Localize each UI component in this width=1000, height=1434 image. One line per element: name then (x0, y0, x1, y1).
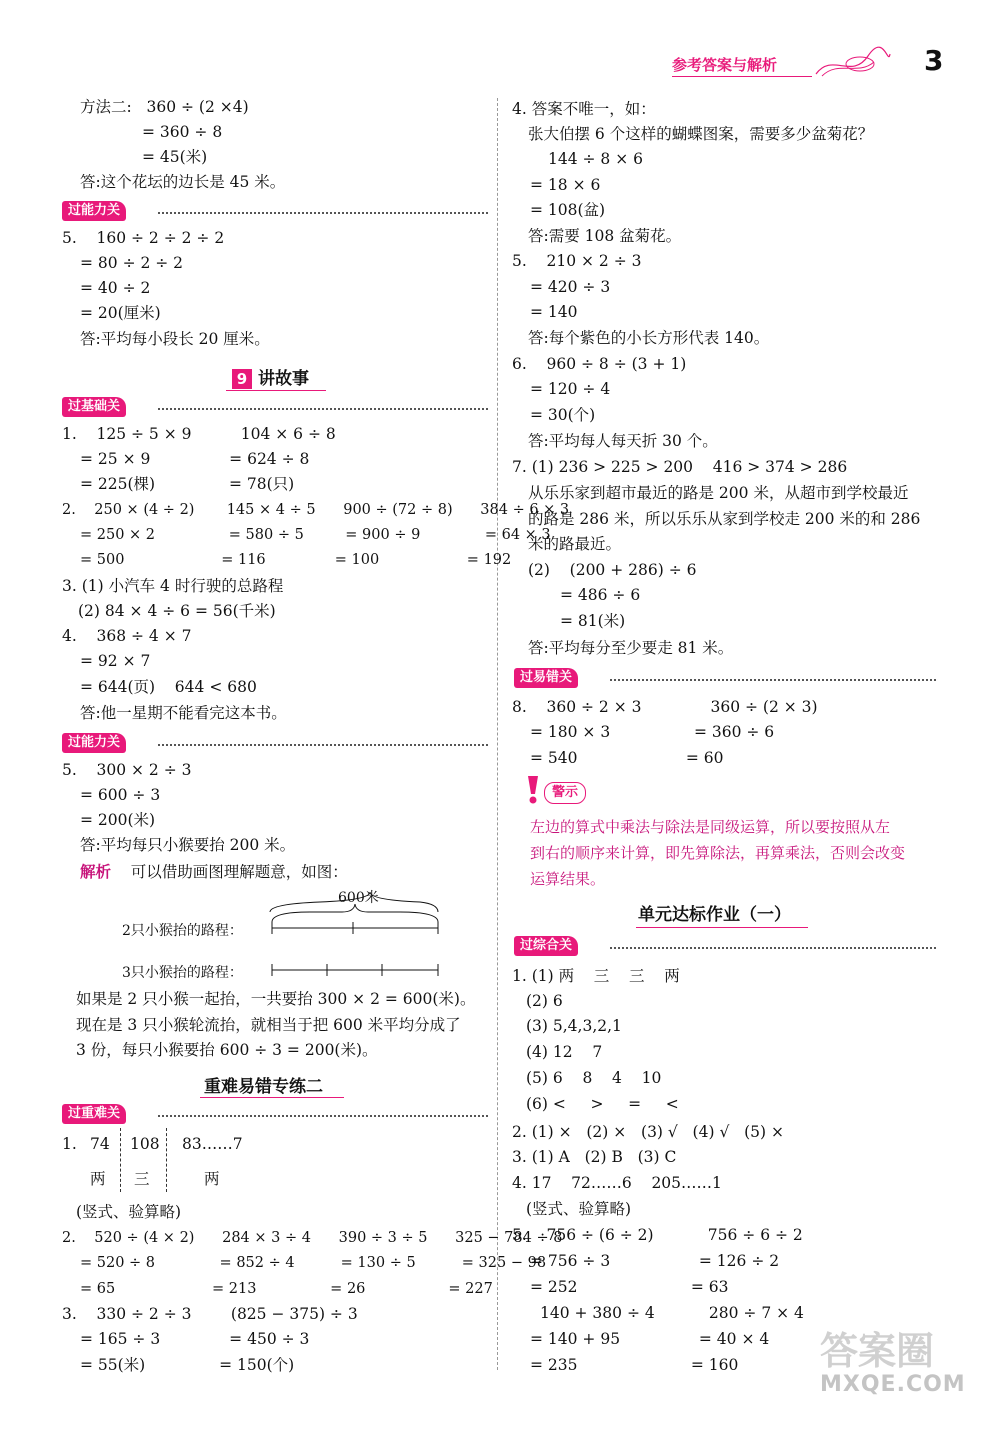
analysis-line (80, 861, 348, 883)
text-line: (竖式、验算略) (526, 1200, 632, 1218)
text-line: = 65 = 213 = 26 = 227 (80, 1281, 493, 1297)
header-underline (672, 76, 812, 77)
section-underline (636, 927, 808, 928)
text-line: = 644(页) 644 < 680 (80, 678, 257, 696)
text-line: 米的路最近。 (528, 535, 622, 553)
table-cell: 三 (134, 1170, 150, 1188)
text-line: (竖式、验算略) (76, 1203, 182, 1221)
text-line: 3 份，每只小猴要抬 600 ÷ 3 = 200(米)。 (76, 1041, 378, 1059)
text-line: = 520 ÷ 8 = 852 ÷ 4 = 130 ÷ 5 = 325 − 98 (80, 1255, 547, 1271)
text-line: = 80 ÷ 2 ÷ 2 (80, 254, 184, 272)
text-line: 方法二: 360 ÷ (2 ×4) (80, 98, 249, 116)
text-line: = 30(个) (530, 406, 596, 424)
badge-dots (610, 947, 936, 949)
text-line: 3. 330 ÷ 2 ÷ 3 (825 − 375) ÷ 3 (62, 1305, 358, 1323)
text-line: = 235 = 160 (530, 1356, 739, 1374)
badge-label: 过重难关 (62, 1104, 126, 1124)
analysis-text: 可以借助画图理解题意，如图： (130, 863, 348, 881)
text-line: = 140 + 95 = 40 × 4 (530, 1330, 770, 1348)
text-line: 3. (1) 小汽车 4 时行驶的总路程 (62, 577, 284, 595)
section-badge-comprehensive (514, 936, 938, 958)
badge-label: 过能力关 (62, 733, 126, 753)
section-title-9 (232, 364, 309, 389)
decorative-swirl-icon (812, 46, 892, 80)
text-line: = 600 ÷ 3 (80, 786, 161, 804)
badge-label: 过易错关 (514, 668, 578, 688)
text-line: = 81(米) (560, 612, 626, 630)
text-line: = 45(米) (142, 148, 208, 166)
page-number: 3 (924, 44, 944, 77)
answer-line: 答:平均每小段长 20 厘米。 (80, 330, 270, 348)
section-title-unit-test: 单元达标作业（一） (638, 905, 791, 925)
badge-label: 过能力关 (62, 201, 126, 221)
table-cell: 108 (130, 1135, 160, 1153)
badge-label: 过基础关 (62, 397, 126, 417)
text-line: 7. (1) 236 > 225 > 200 416 > 374 > 286 (512, 458, 848, 476)
text-line: 2. 250 × (4 ÷ 2) 145 × 4 ÷ 5 900 ÷ (72 ÷ 8) 384 ÷ 6 × 3 (62, 502, 570, 518)
watermark-url: MXQE.COM (820, 1372, 966, 1397)
text-line: 3. (1) A (2) B (3) C (512, 1148, 677, 1166)
text-line: = 180 × 3 = 360 ÷ 6 (530, 723, 775, 741)
header-title: 参考答案与解析 (672, 56, 778, 74)
text-line: = 360 ÷ 8 (142, 123, 223, 141)
text-line: = 25 × 9 = 624 ÷ 8 (80, 450, 310, 468)
text-line: 5. 300 × 2 ÷ 3 (62, 761, 192, 779)
text-line: = 40 ÷ 2 (80, 279, 151, 297)
section-badge-ability-2 (62, 733, 490, 755)
text-line: 如果是 2 只小猴一起抬，一共要抬 300 × 2 = 600(米)。 (76, 990, 476, 1008)
table-cell: 两 (204, 1170, 220, 1188)
text-line: = 165 ÷ 3 = 450 ÷ 3 (80, 1330, 310, 1348)
text-line: 张大伯摆 6 个这样的蝴蝶图案，需要多少盆菊花？ (528, 125, 874, 143)
text-line: (6) < > = < (526, 1095, 679, 1113)
badge-label: 过综合关 (514, 936, 578, 956)
answer-line: 答:需要 108 盆菊花。 (528, 227, 682, 245)
text-line: = 55(米) = 150(个) (80, 1356, 295, 1374)
text-line: = 120 ÷ 4 (530, 380, 611, 398)
section-number: 9 (232, 369, 252, 389)
section-title-text: 讲故事 (258, 369, 309, 389)
analysis-label: 解析 (80, 863, 112, 881)
text-line: 5. 210 × 2 ÷ 3 (512, 252, 642, 270)
section-underline (226, 390, 326, 391)
section-badge-error-prone (514, 668, 938, 690)
text-line: = 756 ÷ 3 = 126 ÷ 2 (530, 1252, 780, 1270)
answer-line: 答:平均每只小猴要抬 200 米。 (80, 836, 296, 854)
watermark-logo: 答案圈 (820, 1329, 935, 1373)
text-line: (5) 6 8 4 10 (526, 1069, 662, 1087)
section-underline (200, 1097, 344, 1098)
text-line: 8. 360 ÷ 2 × 3 360 ÷ (2 × 3) (512, 698, 818, 716)
text-line: 1. (1) 两 三 三 两 (512, 967, 680, 985)
text-line: = 486 ÷ 6 (560, 586, 641, 604)
section-title-practice-2: 重难易错专练二 (204, 1077, 323, 1097)
text-line: (2) 6 (526, 992, 563, 1010)
badge-dots (610, 679, 936, 681)
text-line: = 18 × 6 (530, 176, 601, 194)
text-line: 现在是 3 只小猴轮流抬，就相当于把 600 米平均分成了 (76, 1016, 461, 1034)
text-line: = 140 (530, 303, 578, 321)
column-divider (497, 98, 498, 1370)
table-cell: 74 (90, 1135, 110, 1153)
text-line: 6. 960 ÷ 8 ÷ (3 + 1) (512, 355, 687, 373)
figure-three-label: 3只小猴抬的路程： (122, 965, 243, 981)
text-line: 4. 答案不唯一，如： (512, 100, 656, 118)
warning-text: 到右的顺序来计算，即先算除法，再算乘法，否则会改变 (530, 844, 906, 862)
page-header (0, 40, 1000, 90)
badge-dots (158, 744, 488, 746)
text-line: 4. 368 ÷ 4 × 7 (62, 627, 192, 645)
text-line: 4. 17 72……6 205……1 (512, 1174, 722, 1192)
figure-two-label: 2只小猴抬的路程： (122, 923, 243, 939)
text-line: = 252 = 63 (530, 1278, 729, 1296)
text-line: = 108(盆) (530, 201, 606, 219)
exclamation-icon (524, 774, 542, 806)
text-line: 144 ÷ 8 × 6 (548, 150, 643, 168)
answer-line: 答:每个紫色的小长方形代表 140。 (528, 329, 770, 347)
badge-dots (158, 1115, 488, 1117)
text-line: 从乐乐家到超市最近的路是 200 米，从超市到学校最近 (528, 484, 909, 502)
answer-line: 答:这个花坛的边长是 45 米。 (80, 173, 286, 191)
text-line: = 200(米) (80, 811, 156, 829)
table-cell: 83……7 (182, 1135, 243, 1153)
watermark (820, 1330, 966, 1398)
text-line: = 420 ÷ 3 (530, 278, 611, 296)
table-divider (120, 1128, 121, 1192)
text-line: 5. 756 ÷ (6 ÷ 2) 756 ÷ 6 ÷ 2 (512, 1226, 803, 1244)
question-number: 1. (62, 1135, 77, 1153)
text-line: 2. 520 ÷ (4 × 2) 284 × 3 ÷ 4 390 ÷ 3 ÷ 5 325 − 784 ÷ 8 (62, 1230, 563, 1246)
text-line: = 540 = 60 (530, 749, 724, 767)
section-badge-difficult (62, 1104, 490, 1126)
text-line: (4) 12 7 (526, 1043, 603, 1061)
text-line: = 250 × 2 = 580 ÷ 5 = 900 ÷ 9 = 64 × 3 (80, 527, 551, 543)
text-line: = 500 = 116 = 100 = 192 (80, 552, 512, 568)
text-line: = 225(棵) = 78(只) (80, 475, 295, 493)
section-badge-basic (62, 397, 490, 419)
table-cell: 两 (90, 1170, 106, 1188)
text-line: (2) 84 × 4 ÷ 6 = 56(千米) (78, 602, 276, 620)
text-line: (3) 5,4,3,2,1 (526, 1017, 622, 1035)
text-line: = 92 × 7 (80, 652, 151, 670)
text-line: 5. 160 ÷ 2 ÷ 2 ÷ 2 (62, 229, 225, 247)
table-divider (166, 1128, 167, 1192)
text-line: = 20(厘米) (80, 304, 161, 322)
warning-label: 警示 (544, 782, 586, 804)
text-line: 140 + 380 ÷ 4 280 ÷ 7 × 4 (540, 1304, 804, 1322)
text-line: 1. 125 ÷ 5 × 9 104 × 6 ÷ 8 (62, 425, 336, 443)
warning-text: 运算结果。 (530, 870, 606, 888)
answer-line: 答:平均每人每天折 30 个。 (528, 432, 718, 450)
badge-dots (158, 212, 488, 214)
text-line: 的路是 286 米，所以乐乐从家到学校走 200 米的和 286 (528, 510, 921, 528)
badge-dots (158, 408, 488, 410)
section-badge-ability (62, 201, 490, 223)
answer-line: 答:他一星期不能看完这本书。 (80, 704, 287, 722)
text-line: (2) (200 + 286) ÷ 6 (528, 561, 697, 579)
figure-total-label: 600米 (338, 890, 379, 906)
text-line: 2. (1) × (2) × (3) √ (4) √ (5) × (512, 1123, 784, 1141)
warning-text: 左边的算式中乘法与除法是同级运算，所以要按照从左 (530, 818, 891, 836)
answer-line: 答:平均每分至少要走 81 米。 (528, 639, 734, 657)
